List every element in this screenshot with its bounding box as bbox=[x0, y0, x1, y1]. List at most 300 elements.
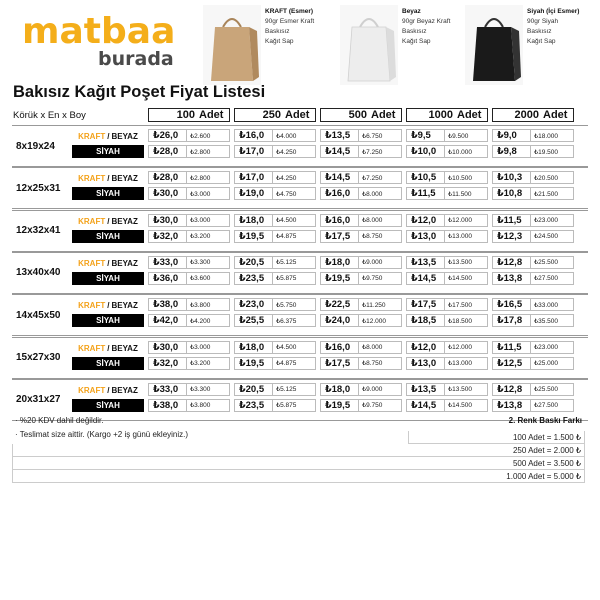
quantity-header-2000 bbox=[492, 108, 574, 122]
price-cell bbox=[406, 341, 488, 354]
total-price: ₺6.750 bbox=[362, 132, 383, 140]
total-price: ₺10.000 bbox=[448, 148, 473, 156]
price-cell bbox=[406, 298, 488, 311]
adet-label: Adet bbox=[543, 109, 568, 121]
unit-price: ₺38,0 bbox=[149, 400, 187, 411]
unit-price: ₺18,0 bbox=[235, 215, 273, 226]
kraft-beyaz-label bbox=[72, 172, 144, 185]
product-kraft-info bbox=[265, 7, 314, 47]
label-separator: / bbox=[107, 258, 110, 268]
price-cell bbox=[406, 314, 488, 327]
price-cell bbox=[406, 187, 488, 200]
unit-price: ₺19,5 bbox=[235, 231, 273, 242]
price-cell bbox=[492, 399, 574, 412]
price-cell bbox=[148, 145, 230, 158]
total-price: ₺4.500 bbox=[276, 217, 297, 225]
size-group-12x25x31 bbox=[12, 167, 588, 209]
total-price: ₺4.500 bbox=[276, 344, 297, 351]
price-cell bbox=[148, 357, 230, 370]
total-price: ₺2.800 bbox=[190, 174, 211, 182]
total-price: ₺3.000 bbox=[190, 217, 211, 225]
unit-price: ₺10,5 bbox=[407, 172, 445, 183]
total-price: ₺2.600 bbox=[190, 132, 211, 140]
total-price: ₺3.800 bbox=[190, 402, 211, 410]
unit-price: ₺14,5 bbox=[321, 172, 359, 183]
size-group-13x40x40 bbox=[12, 252, 588, 294]
total-price: ₺13.500 bbox=[448, 386, 473, 394]
quantity-value: 500 bbox=[348, 109, 367, 121]
price-cell bbox=[492, 171, 574, 184]
total-price: ₺8.750 bbox=[362, 360, 383, 367]
total-price: ₺11.500 bbox=[448, 190, 472, 198]
price-cell bbox=[492, 383, 574, 396]
beyaz-label: BEYAZ bbox=[111, 258, 138, 268]
total-price: ₺12.000 bbox=[448, 344, 473, 351]
product-beyaz-line-1: 90gr Beyaz Kraft bbox=[402, 18, 451, 25]
total-price: ₺5.125 bbox=[276, 386, 297, 394]
brand-logo-sub: burada bbox=[98, 48, 174, 70]
price-cell bbox=[234, 272, 316, 285]
unit-price: ₺28,0 bbox=[149, 172, 187, 183]
product-kraft-line-2: Baskısız bbox=[265, 28, 290, 35]
unit-price: ₺22,5 bbox=[321, 299, 359, 310]
unit-price: ₺17,5 bbox=[407, 299, 445, 310]
label-separator: / bbox=[107, 385, 110, 395]
total-price: ₺14.500 bbox=[448, 402, 473, 410]
price-cell bbox=[492, 272, 574, 285]
size-group-15x27x30 bbox=[12, 337, 588, 379]
price-cell bbox=[406, 399, 488, 412]
unit-price: ₺42,0 bbox=[149, 315, 187, 326]
total-price: ₺9.000 bbox=[362, 259, 383, 267]
total-price: ₺25.500 bbox=[534, 386, 559, 394]
kraft-beyaz-label bbox=[72, 342, 144, 355]
unit-price: ₺12,5 bbox=[493, 358, 531, 369]
unit-price: ₺18,5 bbox=[407, 315, 445, 326]
price-cell bbox=[234, 256, 316, 269]
price-cell bbox=[406, 256, 488, 269]
product-siyah-line-2: Baskısız bbox=[527, 28, 552, 35]
kraft-beyaz-label bbox=[72, 257, 144, 270]
price-cell bbox=[320, 187, 402, 200]
unit-price: ₺9,0 bbox=[493, 130, 531, 141]
siyah-label: SİYAH bbox=[72, 145, 144, 158]
unit-price: ₺16,0 bbox=[321, 215, 359, 226]
size-label: 8x19x24 bbox=[16, 140, 55, 152]
unit-price: ₺30,0 bbox=[149, 188, 187, 199]
label-separator: / bbox=[107, 132, 110, 141]
total-price: ₺3.300 bbox=[190, 259, 211, 267]
total-price: ₺18.000 bbox=[534, 132, 559, 140]
unit-price: ₺33,0 bbox=[149, 384, 187, 395]
beyaz-label: BEYAZ bbox=[111, 174, 138, 184]
beyaz-label: BEYAZ bbox=[111, 301, 138, 311]
price-cell bbox=[234, 145, 316, 158]
unit-price: ₺18,0 bbox=[235, 342, 273, 353]
price-cell bbox=[492, 145, 574, 158]
price-cell bbox=[492, 298, 574, 311]
price-cell bbox=[320, 341, 402, 354]
brand-logo-main: matbaa bbox=[22, 11, 176, 52]
black-bag-image bbox=[465, 5, 523, 85]
unit-price: ₺17,0 bbox=[235, 172, 273, 183]
dimensions-label: Körük x En x Boy bbox=[13, 110, 86, 121]
extra-color-row: 500 Adet = 3.500 ₺ bbox=[12, 457, 585, 470]
size-label: 12x32x41 bbox=[16, 225, 61, 237]
price-cell bbox=[320, 383, 402, 396]
total-price: ₺9.000 bbox=[362, 386, 383, 394]
siyah-label: SİYAH bbox=[72, 187, 144, 200]
total-price: ₺27.500 bbox=[534, 402, 559, 410]
price-cell bbox=[234, 214, 316, 227]
price-cell bbox=[320, 171, 402, 184]
page-title: Bakısız Kağıt Poşet Fiyat Listesi bbox=[13, 83, 266, 101]
unit-price: ₺19,5 bbox=[321, 273, 359, 284]
siyah-label: SİYAH bbox=[72, 272, 144, 285]
total-price: ₺6.375 bbox=[276, 317, 297, 325]
price-cell bbox=[148, 171, 230, 184]
unit-price: ₺19,0 bbox=[235, 188, 273, 199]
price-cell bbox=[406, 145, 488, 158]
unit-price: ₺10,8 bbox=[493, 188, 531, 199]
price-cell bbox=[406, 214, 488, 227]
price-cell bbox=[406, 171, 488, 184]
price-cell bbox=[148, 230, 230, 243]
size-label: 14x45x50 bbox=[16, 309, 61, 321]
quantity-value: 250 bbox=[262, 109, 281, 121]
total-price: ₺13.000 bbox=[448, 233, 473, 241]
price-cell bbox=[406, 383, 488, 396]
adet-label: Adet bbox=[199, 109, 224, 121]
kraft-beyaz-label bbox=[72, 384, 144, 397]
unit-price: ₺18,0 bbox=[321, 257, 359, 268]
unit-price: ₺12,0 bbox=[407, 342, 445, 353]
unit-price: ₺13,5 bbox=[321, 130, 359, 141]
quantity-header-500 bbox=[320, 108, 402, 122]
unit-price: ₺26,0 bbox=[149, 130, 187, 141]
kraft-bag-body bbox=[211, 27, 253, 81]
unit-price: ₺23,5 bbox=[235, 400, 273, 411]
total-price: ₺14.500 bbox=[448, 275, 473, 283]
extra-color-title: 2. Renk Baskı Farkı bbox=[508, 416, 582, 425]
siyah-label: SİYAH bbox=[72, 399, 144, 412]
total-price: ₺25.000 bbox=[534, 360, 559, 367]
price-cell bbox=[406, 230, 488, 243]
quantity-value: 2000 bbox=[514, 109, 539, 121]
unit-price: ₺17,0 bbox=[235, 146, 273, 157]
price-cell bbox=[492, 214, 574, 227]
unit-price: ₺38,0 bbox=[149, 299, 187, 310]
product-siyah-name: Siyah (İçi Esmer) bbox=[527, 8, 580, 15]
black-bag-body bbox=[473, 27, 515, 81]
total-price: ₺3.000 bbox=[190, 344, 211, 351]
price-cell bbox=[406, 129, 488, 142]
unit-price: ₺11,5 bbox=[493, 215, 531, 226]
total-price: ₺4.875 bbox=[276, 233, 297, 241]
total-price: ₺5.125 bbox=[276, 259, 297, 267]
unit-price: ₺11,5 bbox=[407, 188, 445, 199]
kraft-label: KRAFT bbox=[78, 343, 106, 353]
total-price: ₺11.250 bbox=[362, 301, 386, 309]
unit-price: ₺13,0 bbox=[407, 231, 445, 242]
quantity-value: 100 bbox=[176, 109, 195, 121]
total-price: ₺27.500 bbox=[534, 275, 559, 283]
price-cell bbox=[148, 298, 230, 311]
unit-price: ₺16,0 bbox=[321, 188, 359, 199]
total-price: ₺3.800 bbox=[190, 301, 211, 309]
total-price: ₺13.000 bbox=[448, 360, 473, 367]
price-cell bbox=[234, 314, 316, 327]
size-group-8x19x24 bbox=[12, 125, 588, 167]
total-price: ₺13.500 bbox=[448, 259, 473, 267]
unit-price: ₺10,0 bbox=[407, 146, 445, 157]
unit-price: ₺17,5 bbox=[321, 358, 359, 369]
kraft-bag-image bbox=[203, 5, 261, 85]
total-price: ₺3.200 bbox=[190, 360, 211, 367]
total-price: ₺10.500 bbox=[448, 174, 473, 182]
quantity-value: 1000 bbox=[428, 109, 453, 121]
unit-price: ₺25,5 bbox=[235, 315, 273, 326]
unit-price: ₺24,0 bbox=[321, 315, 359, 326]
price-cell bbox=[148, 129, 230, 142]
total-price: ₺5.875 bbox=[276, 275, 297, 283]
total-price: ₺8.000 bbox=[362, 217, 383, 225]
total-price: ₺9.500 bbox=[448, 132, 469, 140]
quantity-header-1000 bbox=[406, 108, 488, 122]
unit-price: ₺32,0 bbox=[149, 358, 187, 369]
total-price: ₺4.250 bbox=[276, 148, 297, 156]
unit-price: ₺16,0 bbox=[321, 342, 359, 353]
price-cell bbox=[234, 230, 316, 243]
total-price: ₺20.500 bbox=[534, 174, 559, 182]
label-separator: / bbox=[107, 343, 110, 353]
kraft-label: KRAFT bbox=[78, 216, 106, 226]
unit-price: ₺18,0 bbox=[321, 384, 359, 395]
price-cell bbox=[234, 171, 316, 184]
total-price: ₺3.200 bbox=[190, 233, 211, 241]
total-price: ₺8.000 bbox=[362, 344, 383, 351]
unit-price: ₺16,5 bbox=[493, 299, 531, 310]
quantity-header-100 bbox=[148, 108, 230, 122]
product-siyah-line-3: Kağıt Sap bbox=[527, 38, 556, 45]
price-cell bbox=[320, 314, 402, 327]
unit-price: ₺14,5 bbox=[321, 146, 359, 157]
kraft-label: KRAFT bbox=[78, 301, 106, 311]
unit-price: ₺16,0 bbox=[235, 130, 273, 141]
price-cell bbox=[234, 399, 316, 412]
price-cell bbox=[234, 129, 316, 142]
price-cell bbox=[320, 357, 402, 370]
note-2: · Teslimat size aittir. (Kargo +2 iş günü ekleyiniz.) bbox=[15, 430, 189, 439]
total-price: ₺17.500 bbox=[448, 301, 473, 309]
price-cell bbox=[492, 357, 574, 370]
price-cell bbox=[492, 187, 574, 200]
total-price: ₺7.250 bbox=[362, 148, 383, 156]
total-price: ₺25.500 bbox=[534, 259, 559, 267]
beyaz-label: BEYAZ bbox=[111, 343, 138, 353]
kraft-beyaz-label bbox=[72, 130, 144, 143]
price-cell bbox=[148, 214, 230, 227]
price-cell bbox=[320, 129, 402, 142]
size-label: 13x40x40 bbox=[16, 267, 61, 279]
price-cell bbox=[492, 230, 574, 243]
total-price: ₺23.000 bbox=[534, 217, 559, 225]
price-cell bbox=[234, 187, 316, 200]
unit-price: ₺12,8 bbox=[493, 257, 531, 268]
product-beyaz-name: Beyaz bbox=[402, 8, 421, 15]
total-price: ₺4.250 bbox=[276, 174, 297, 182]
adet-label: Adet bbox=[457, 109, 482, 121]
beyaz-label: BEYAZ bbox=[111, 385, 138, 395]
price-cell bbox=[148, 314, 230, 327]
unit-price: ₺13,5 bbox=[407, 384, 445, 395]
total-price: ₺8.000 bbox=[362, 190, 383, 198]
size-label: 12x25x31 bbox=[16, 182, 61, 194]
unit-price: ₺11,5 bbox=[493, 342, 531, 353]
price-cell bbox=[148, 256, 230, 269]
kraft-label: KRAFT bbox=[78, 174, 106, 184]
brand-logo bbox=[14, 8, 184, 78]
white-bag-body bbox=[348, 27, 390, 81]
label-separator: / bbox=[107, 216, 110, 226]
unit-price: ₺13,0 bbox=[407, 358, 445, 369]
size-label: 20x31x27 bbox=[16, 394, 61, 406]
total-price: ₺9.750 bbox=[362, 402, 383, 410]
adet-label: Adet bbox=[371, 109, 396, 121]
unit-price: ₺23,0 bbox=[235, 299, 273, 310]
unit-price: ₺9,5 bbox=[407, 130, 445, 141]
label-separator: / bbox=[107, 301, 110, 311]
beyaz-label: BEYAZ bbox=[111, 216, 138, 226]
label-separator: / bbox=[107, 174, 110, 184]
price-cell bbox=[234, 341, 316, 354]
product-beyaz-line-3: Kağıt Sap bbox=[402, 38, 431, 45]
total-price: ₺4.750 bbox=[276, 190, 297, 198]
unit-price: ₺20,5 bbox=[235, 384, 273, 395]
price-cell bbox=[320, 230, 402, 243]
total-price: ₺2.800 bbox=[190, 148, 211, 156]
price-cell bbox=[492, 256, 574, 269]
unit-price: ₺10,3 bbox=[493, 172, 531, 183]
total-price: ₺19.500 bbox=[534, 148, 559, 156]
size-label: 15x27x30 bbox=[16, 352, 61, 363]
product-kraft-name: KRAFT (Esmer) bbox=[265, 8, 314, 15]
unit-price: ₺19,5 bbox=[235, 358, 273, 369]
total-price: ₺4.000 bbox=[276, 132, 297, 140]
unit-price: ₺12,8 bbox=[493, 384, 531, 395]
price-cell bbox=[234, 383, 316, 396]
unit-price: ₺36,0 bbox=[149, 273, 187, 284]
total-price: ₺24.500 bbox=[534, 233, 559, 241]
price-cell bbox=[320, 272, 402, 285]
price-cell bbox=[492, 341, 574, 354]
unit-price: ₺13,8 bbox=[493, 400, 531, 411]
unit-price: ₺13,8 bbox=[493, 273, 531, 284]
size-group-12x32x41 bbox=[12, 210, 588, 252]
price-cell bbox=[148, 399, 230, 412]
unit-price: ₺12,0 bbox=[407, 215, 445, 226]
kraft-beyaz-label bbox=[72, 215, 144, 228]
total-price: ₺4.875 bbox=[276, 360, 297, 367]
extra-color-row: 250 Adet = 2.000 ₺ bbox=[12, 444, 585, 457]
kraft-label: KRAFT bbox=[78, 132, 106, 141]
price-cell bbox=[148, 341, 230, 354]
total-price: ₺5.875 bbox=[276, 402, 297, 410]
price-cell bbox=[320, 399, 402, 412]
extra-color-row: 1.000 Adet = 5.000 ₺ bbox=[12, 470, 585, 483]
price-cell bbox=[492, 314, 574, 327]
unit-price: ₺13,5 bbox=[407, 257, 445, 268]
total-price: ₺4.200 bbox=[190, 317, 211, 325]
product-beyaz-line-2: Baskısız bbox=[402, 28, 427, 35]
total-price: ₺35.500 bbox=[534, 317, 559, 325]
kraft-beyaz-label bbox=[72, 299, 144, 312]
price-cell bbox=[234, 298, 316, 311]
note-1: · %20 KDV dahil değildir. bbox=[15, 416, 104, 425]
total-price: ₺18.500 bbox=[448, 317, 473, 325]
unit-price: ₺20,5 bbox=[235, 257, 273, 268]
size-group-14x45x50 bbox=[12, 294, 588, 336]
siyah-label: SİYAH bbox=[72, 314, 144, 327]
total-price: ₺23.000 bbox=[534, 344, 559, 351]
unit-price: ₺19,5 bbox=[321, 400, 359, 411]
quantity-header-250 bbox=[234, 108, 316, 122]
price-cell bbox=[148, 272, 230, 285]
price-cell bbox=[320, 145, 402, 158]
unit-price: ₺9,8 bbox=[493, 146, 531, 157]
unit-price: ₺14,5 bbox=[407, 400, 445, 411]
price-cell bbox=[234, 357, 316, 370]
unit-price: ₺30,0 bbox=[149, 342, 187, 353]
total-price: ₺3.300 bbox=[190, 386, 211, 394]
total-price: ₺12.000 bbox=[362, 317, 387, 325]
price-cell bbox=[320, 214, 402, 227]
unit-price: ₺28,0 bbox=[149, 146, 187, 157]
adet-label: Adet bbox=[285, 109, 310, 121]
white-bag-image bbox=[340, 5, 398, 85]
price-cell bbox=[320, 298, 402, 311]
total-price: ₺9.750 bbox=[362, 275, 383, 283]
total-price: ₺21.500 bbox=[534, 190, 559, 198]
siyah-label: SİYAH bbox=[72, 230, 144, 243]
price-cell bbox=[148, 383, 230, 396]
unit-price: ₺14,5 bbox=[407, 273, 445, 284]
total-price: ₺8.750 bbox=[362, 233, 383, 241]
price-cell bbox=[320, 256, 402, 269]
unit-price: ₺30,0 bbox=[149, 215, 187, 226]
siyah-label: SİYAH bbox=[72, 357, 144, 370]
unit-price: ₺12,3 bbox=[493, 231, 531, 242]
product-beyaz-info bbox=[402, 7, 450, 47]
product-siyah-line-1: 90gr Siyah bbox=[527, 18, 559, 25]
total-price: ₺33.000 bbox=[534, 301, 559, 309]
unit-price: ₺32,0 bbox=[149, 231, 187, 242]
price-cell bbox=[406, 357, 488, 370]
total-price: ₺3.600 bbox=[190, 275, 211, 283]
unit-price: ₺23,5 bbox=[235, 273, 273, 284]
total-price: ₺5.750 bbox=[276, 301, 297, 309]
total-price: ₺7.250 bbox=[362, 174, 383, 182]
extra-color-row: 100 Adet = 1.500 ₺ bbox=[408, 431, 585, 444]
product-siyah-info bbox=[527, 7, 579, 47]
beyaz-label: BEYAZ bbox=[111, 132, 138, 141]
total-price: ₺12.000 bbox=[448, 217, 473, 225]
product-kraft-line-1: 90gr Esmer Kraft bbox=[265, 18, 315, 25]
total-price: ₺3.000 bbox=[190, 190, 211, 198]
price-cell bbox=[406, 272, 488, 285]
unit-price: ₺17,8 bbox=[493, 315, 531, 326]
unit-price: ₺17,5 bbox=[321, 231, 359, 242]
